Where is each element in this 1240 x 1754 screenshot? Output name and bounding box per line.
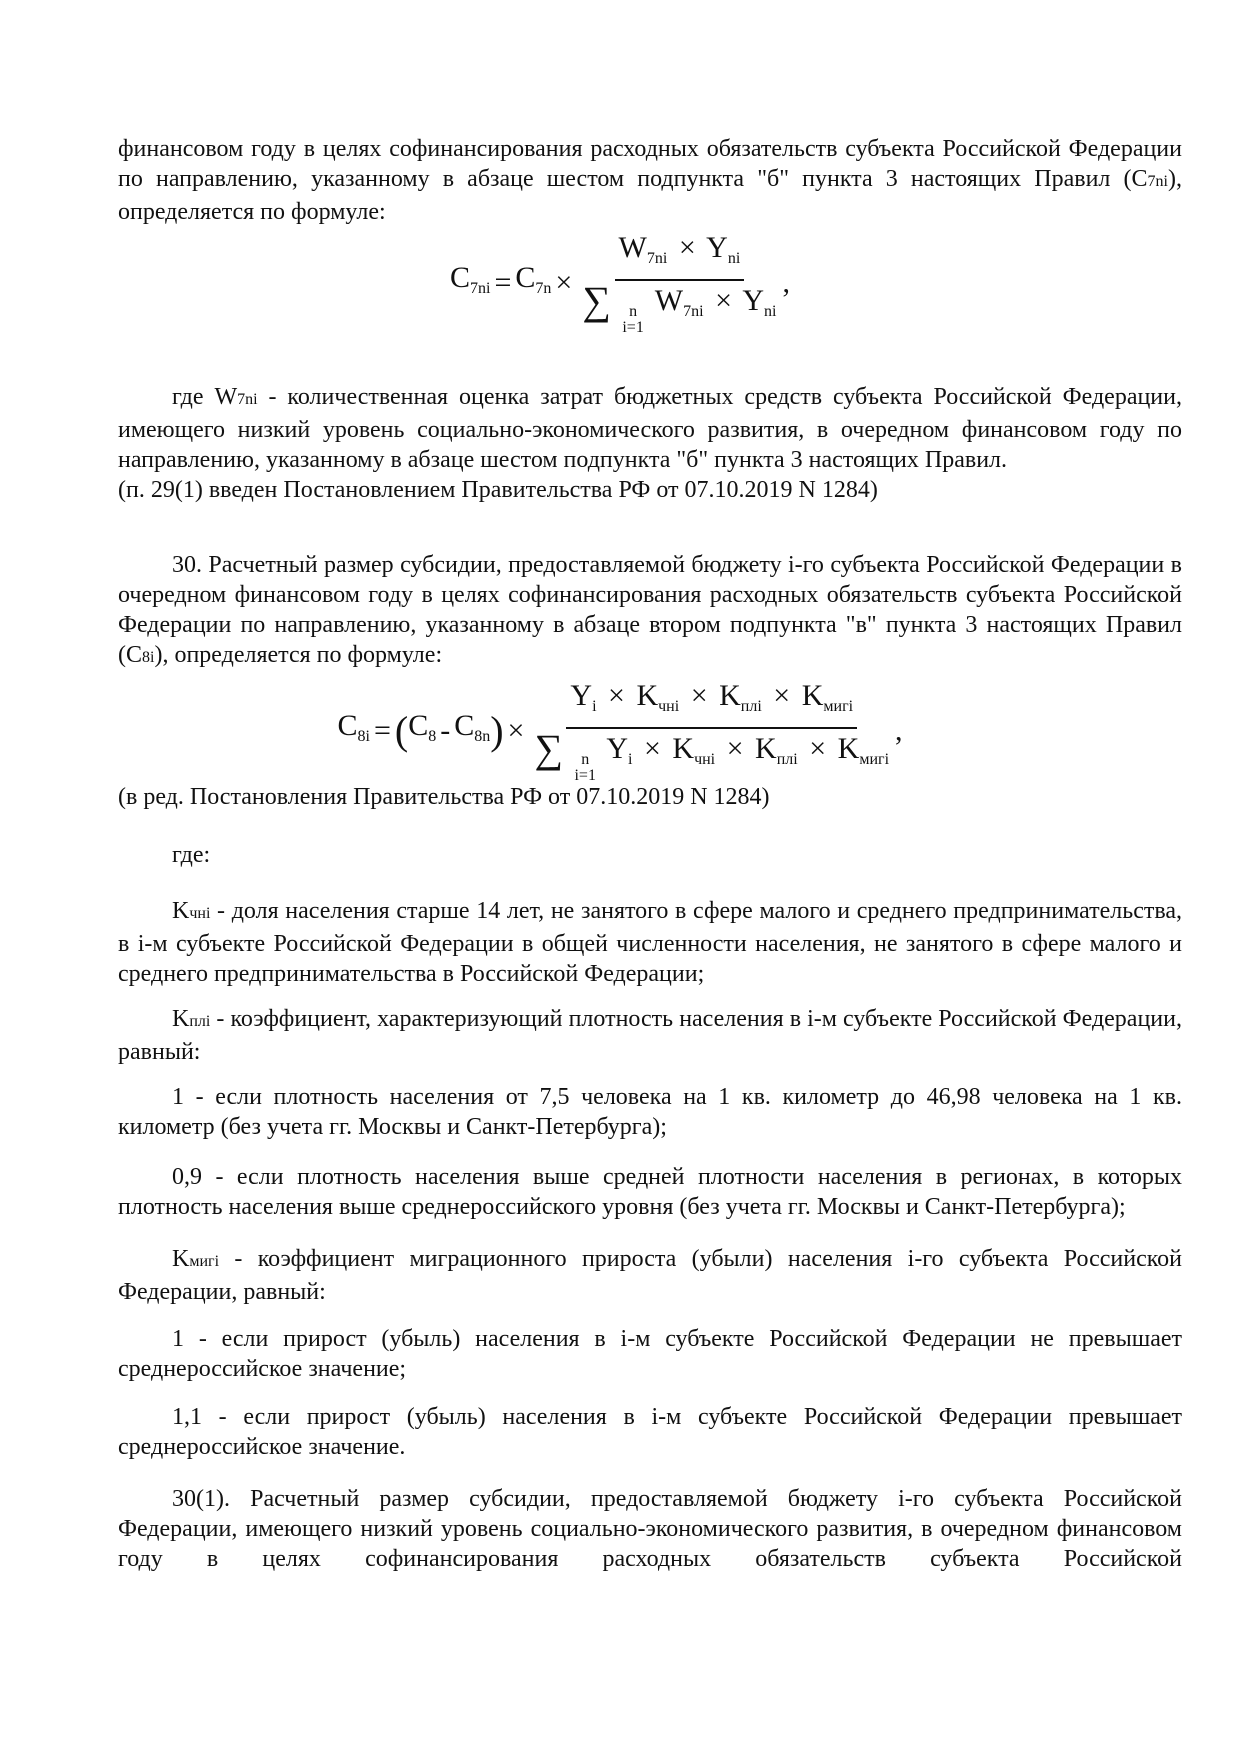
k-pli-option-1: 1 - если плотность населения от 7,5 человека на 1 кв. километр до 46,98 человека на 1 кв. километр (без учета гг. Москвы и Санкт-Петербурга); (118, 1084, 1182, 1140)
sum-symbol: ∑ (534, 726, 563, 771)
k-migi-option-1: 1 - если прирост (убыль) населения в i-м субъекте Российской Федерации не превышает среднероссийское значение; (118, 1326, 1182, 1382)
paragraph-continuation: финансовом году в целях софинансирования расходных обязательств субъекта Российской Федерации по направлению, указанному в абзаце шестом подпункта "б" пункта 3 настоящих Правил (C7ni), определяется по формуле: (118, 136, 1182, 225)
definition-k-migi: Kмигi - коэффициент миграционного прироста (убыли) населения i-го субъекта Российской Федерации, равный: (118, 1246, 1182, 1305)
definition-k-chni: Kчнi - доля населения старше 14 лет, не занятого в сфере малого и среднего предпринимательства, в i-м субъекте Российской Федерации в общей численности населения, не занятого в сфере малого и среднего предпринимательства в Российской Федерации; (118, 898, 1182, 987)
where-label: где: (172, 842, 211, 868)
formula-fraction: $W_{7ni} \times Y_{ni}$ ∑ n i=1 $W_{7ni} \times Y_{ni}$ (582, 231, 777, 336)
paragraph-text: финансовом году в целях софинансирования расходных обязательств субъекта Российской Федерации по направлению, указанному в абзаце шестом подпункта "б" пункта 3 настоящих Правил ( (118, 136, 1182, 192)
k-migi-option-2: 1,1 - если прирост (убыль) населения в i-м субъекте Российской Федерации превышает среднероссийское значение. (118, 1404, 1182, 1460)
paragraph-item-30: 30. Расчетный размер субсидии, предоставляемой бюджету i-го субъекта Российской Федерации в очередном финансовом году в целях софинансирования расходных обязательств субъекта Российской Федерации по направлению, указанному в абзаце втором подпункта "в" пункта 3 настоящих Правил (C8i), определяется по формуле: (118, 552, 1182, 668)
definition-k-pli: Kплi - коэффициент, характеризующий плотность населения в i-м субъекте Российской Федерации, равный: (118, 1006, 1182, 1065)
k-pli-option-2: 0,9 - если плотность населения выше средней плотности населения в регионах, в которых плотность населения выше среднероссийского уровня (без учета гг. Москвы и Санкт-Петербурга); (118, 1164, 1182, 1220)
formula-fraction: $Y_i \times K_{чнi} \times K_{плi} \times K_{мигi}$ ∑ n i=1 $Y_i \times K_{чнi} \times K_{плi} \times K_{мигi}$ (534, 679, 890, 784)
paragraph-item-30-1: 30(1). Расчетный размер субсидии, предоставляемой бюджету i-го субъекта Российской Федерации, имеющего низкий уровень социально-экономического развития, в очередном финансовом году в целях софинансирования расходных обязательств субъекта Российской (118, 1486, 1182, 1572)
amendment-note-2: (в ред. Постановления Правительства РФ от 07.10.2019 N 1284) (118, 784, 770, 810)
paragraph-w7ni: где W7ni - количественная оценка затрат бюджетных средств субъекта Российской Федерации, имеющего низкий уровень социально-экономического развития, в очередном финансовом году по направлению, указанному в абзаце шестом подпункта "б" пункта 3 настоящих Правил. (п. 29(1) введен Постановлением Правительства РФ от 07.10.2019 N 1284) (118, 384, 1182, 503)
sum-symbol: ∑ (582, 278, 611, 323)
amendment-note: (п. 29(1) введен Постановлением Правительства РФ от 07.10.2019 N 1284) (118, 477, 878, 503)
formula-c7ni: $C_{7ni}$ = $C_{7n}$ × $W_{7ni} \times Y_{ni}$ ∑ n i=1 $W_{7ni} \times Y_{ni}$ , (450, 231, 790, 336)
formula-c8i: $C_{8i}$ = ( $C_8$ - $C_{8n}$ ) × $Y_i \times K_{чнi} \times K_{плi} \times K_{мигi}$ ∑ n i=1 $Y_i \times K_{чнi} \times K_{плi} \times K_{мигi}$ , (337, 679, 903, 784)
